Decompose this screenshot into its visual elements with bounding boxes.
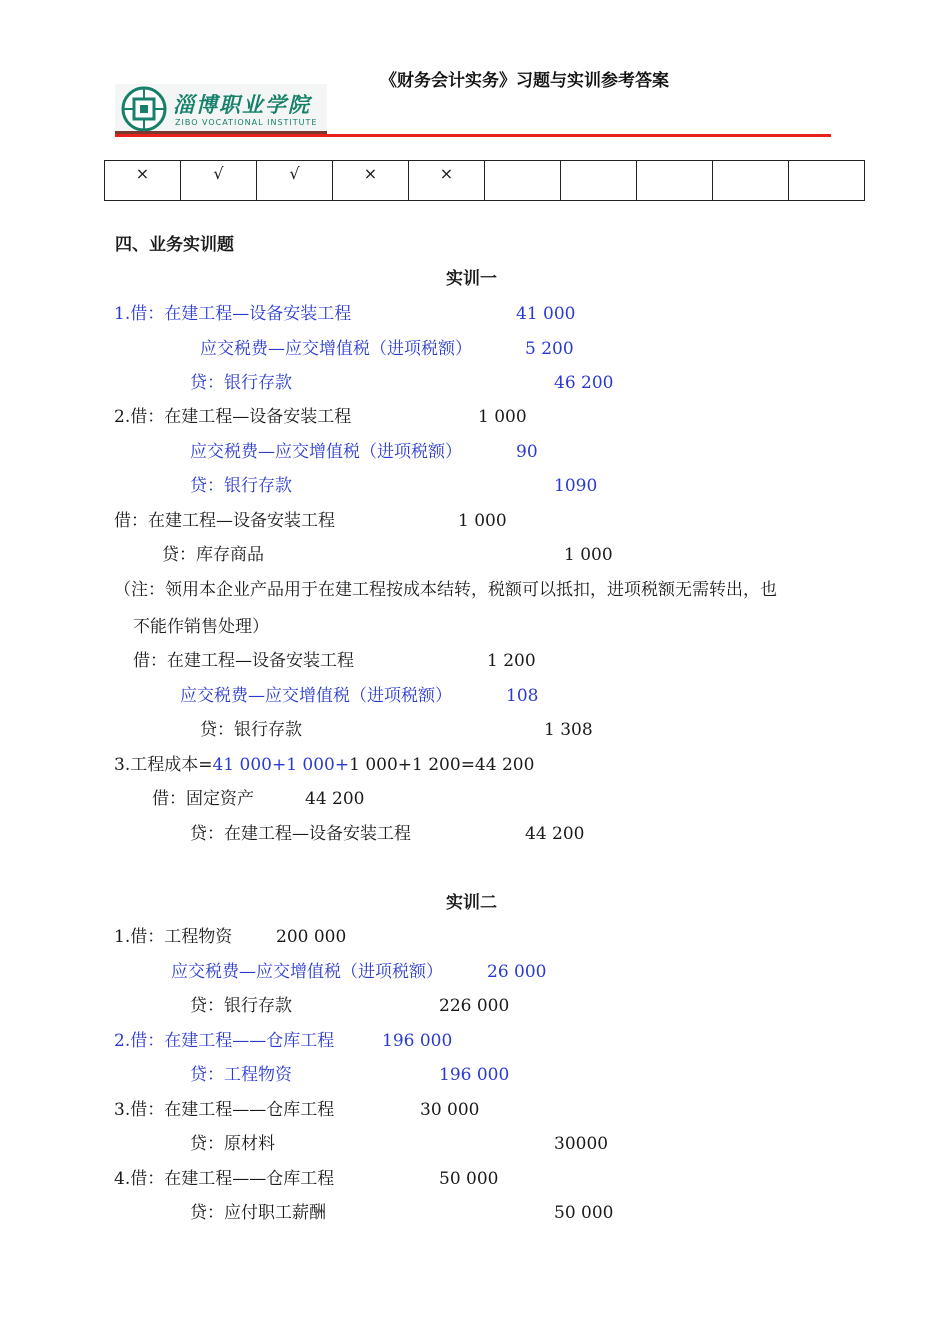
cost-black-part: 1 000+1 200=44 200 (349, 755, 535, 775)
journal-amount: 1 000 (458, 511, 507, 531)
journal-account: 贷：应付职工薪酬 (190, 1203, 326, 1223)
document-header-title: 《财务会计实务》习题与实训参考答案 (380, 71, 669, 91)
journal-account: 贷：银行存款 (190, 476, 292, 496)
journal-account: 3.借：在建工程——仓库工程 (114, 1100, 335, 1120)
note-text: （注：领用本企业产品用于在建工程按成本结转，税额可以抵扣，进项税额无需转出，也 (114, 580, 777, 600)
journal-amount: 196 000 (382, 1031, 453, 1051)
journal-amount: 226 000 (439, 996, 510, 1016)
journal-account: 贷：在建工程—设备安装工程 (190, 824, 411, 844)
journal-account: 借：在建工程—设备安装工程 (133, 651, 354, 671)
logo-chinese-name: 淄博职业学院 (173, 93, 311, 117)
journal-amount: 200 000 (276, 927, 347, 947)
journal-amount: 1090 (554, 476, 598, 496)
journal-amount: 108 (506, 686, 539, 706)
journal-amount: 1 308 (544, 720, 593, 740)
answer-cell (713, 161, 789, 201)
cost-blue-part: 41 000+1 000+ (212, 755, 350, 775)
journal-amount: 46 200 (554, 373, 614, 393)
answer-cell: × (333, 161, 409, 201)
journal-account: 1.借：工程物资 (114, 927, 233, 947)
journal-amount: 50 000 (439, 1169, 499, 1189)
note-text: 不能作销售处理） (133, 617, 269, 637)
logo-english-name: ZIBO VOCATIONAL INSTITUTE (175, 118, 318, 127)
answer-cell: √ (257, 161, 333, 201)
journal-account: 贷：工程物资 (190, 1065, 292, 1085)
journal-account: 借：固定资产 (152, 789, 254, 809)
journal-amount: 50 000 (554, 1203, 614, 1223)
journal-account: 应交税费—应交增值税（进项税额） (180, 686, 452, 706)
journal-account: 贷：银行存款 (190, 373, 292, 393)
journal-amount: 196 000 (439, 1065, 510, 1085)
header-divider (115, 134, 831, 137)
journal-amount: 90 (516, 442, 538, 462)
journal-account: 4.借：在建工程——仓库工程 (114, 1169, 335, 1189)
cost-label: 3.工程成本= (114, 755, 213, 775)
section-title: 四、业务实训题 (115, 235, 234, 255)
journal-amount: 41 000 (516, 304, 576, 324)
journal-account: 贷：原材料 (190, 1134, 275, 1154)
journal-amount: 30 000 (420, 1100, 480, 1120)
answer-table (104, 160, 865, 201)
journal-account: 2.借：在建工程——仓库工程 (114, 1031, 335, 1051)
answer-cell (637, 161, 713, 201)
journal-account: 贷：库存商品 (162, 545, 264, 565)
school-logo (115, 84, 327, 136)
journal-amount: 1 200 (487, 651, 536, 671)
journal-account: 贷：银行存款 (190, 996, 292, 1016)
journal-account: 借：在建工程—设备安装工程 (114, 511, 335, 531)
journal-amount: 30000 (554, 1134, 609, 1154)
journal-amount: 44 200 (525, 824, 585, 844)
cost-formula (114, 754, 534, 776)
journal-account: 应交税费—应交增值税（进项税额） (200, 339, 472, 359)
journal-amount: 1 000 (478, 407, 527, 427)
answer-cell: √ (181, 161, 257, 201)
journal-account: 应交税费—应交增值税（进项税额） (190, 442, 462, 462)
training1-heading: 实训一 (446, 269, 497, 289)
journal-account: 2.借：在建工程—设备安装工程 (114, 407, 352, 427)
journal-account: 贷：银行存款 (200, 720, 302, 740)
table-row (105, 161, 865, 201)
answer-cell (485, 161, 561, 201)
answer-cell: × (105, 161, 181, 201)
answer-cell (561, 161, 637, 201)
journal-amount: 44 200 (305, 789, 365, 809)
journal-amount: 1 000 (564, 545, 613, 565)
journal-account: 1.借：在建工程—设备安装工程 (114, 304, 352, 324)
journal-amount: 26 000 (487, 962, 547, 982)
answer-cell: × (409, 161, 485, 201)
journal-amount: 5 200 (525, 339, 574, 359)
school-emblem-icon (121, 86, 167, 132)
answer-cell (789, 161, 865, 201)
journal-account: 应交税费—应交增值税（进项税额） (171, 962, 443, 982)
training2-heading: 实训二 (446, 893, 497, 913)
